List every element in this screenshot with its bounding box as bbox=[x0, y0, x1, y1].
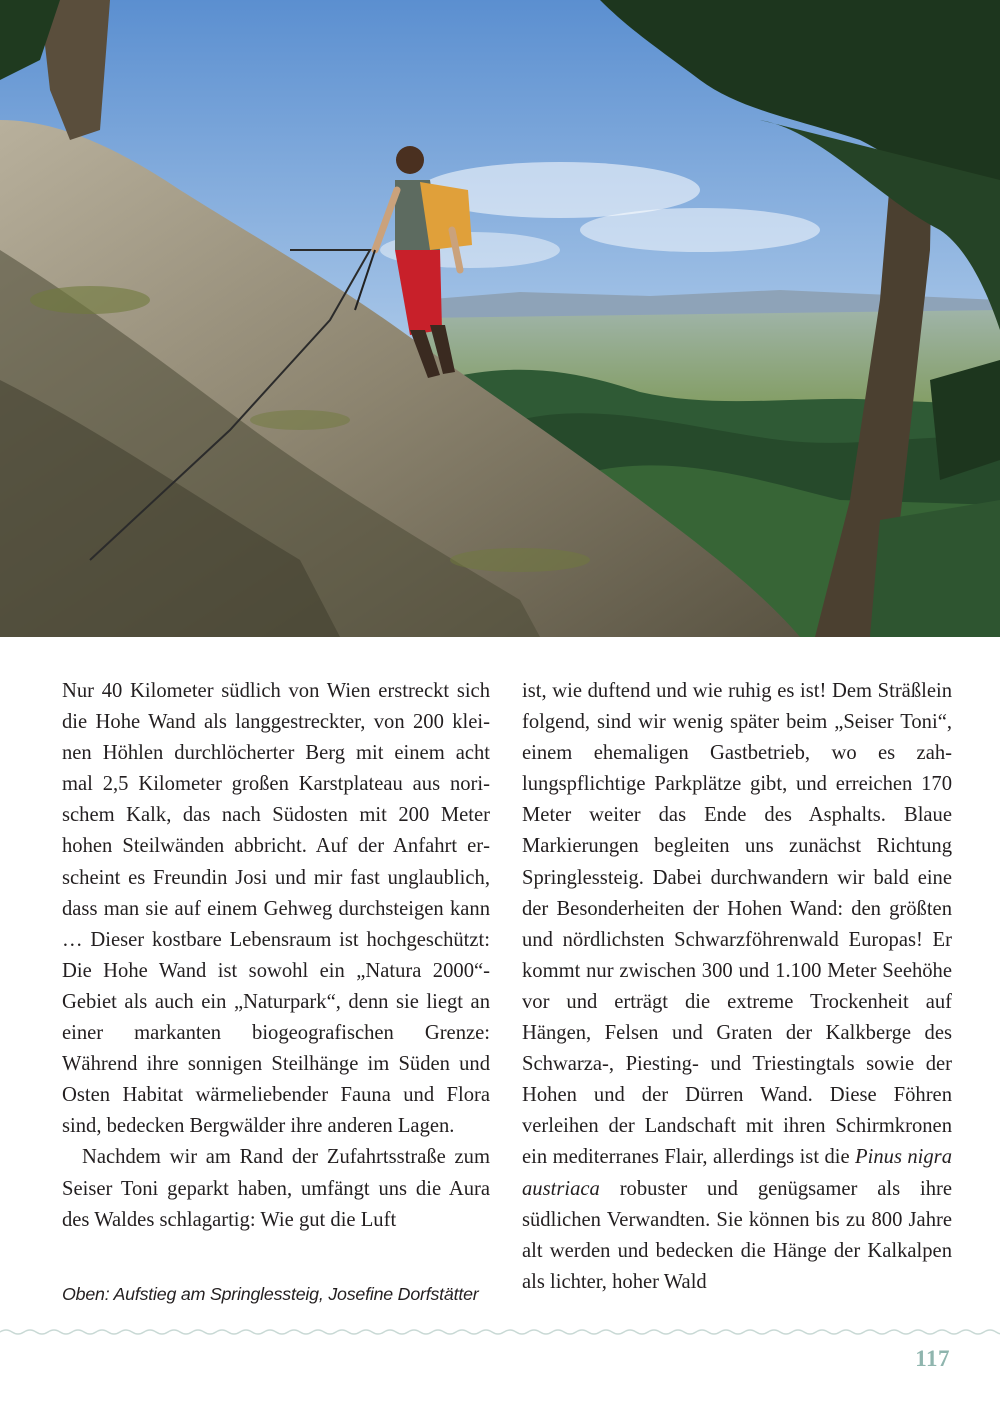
paragraph: Nachdem wir am Rand der Zufahrtsstraße zum Seiser Toni geparkt haben, umfängt uns die Aura des Waldes schlagartig: Wie gut die Luft bbox=[62, 1146, 490, 1231]
text-run: robuster und genügsamer als ihre südlichen Verwandten. Sie können bis zu 800 Jahre alt werden und bedecken die Hänge der Kalkalpen als lichter, hoher Wald bbox=[522, 1177, 952, 1293]
wavy-divider bbox=[0, 1326, 1000, 1338]
text-run: ist, wie duftend und wie ruhig es ist! Dem Sträßlein folgend, sind wir wenig später beim „Seiser Toni“, einem ehemaligen Gastbetrieb, wo es zahlungspflichtige Parkplätze gibt, und erreichen 170 Meter weiter das Ende des Asphalts. Blaue Markierungen begleiten uns zunächst Richtung Springlessteig. Dabei durchwandern wir bald eine der Besonderheiten der Hohen Wand: den größten und nördlichsten Schwarzföhrenwald Europas! Er kommt nur zwischen 300 und 1.100 Meter Seehöhe vor und erträgt die extreme Trockenheit auf Hängen, Felsen und Graten der Kalkberge des Schwarza-, Piesting- und Triestingtals sowie der Hohen und der Dürren Wand. Diese Föhren verleihen der Landschaft mit ihren Schirmkronen ein mediterranes Flair, allerdings ist die bbox=[522, 680, 952, 1169]
paragraph bbox=[522, 676, 952, 1298]
text-column-left bbox=[62, 676, 490, 1236]
photo-caption: Oben: Aufstieg am Springlessteig, Josefine Dorfstätter bbox=[62, 1284, 479, 1304]
page-number: 117 bbox=[915, 1346, 950, 1371]
hero-photo bbox=[0, 0, 1000, 637]
text-column-right bbox=[522, 676, 952, 1298]
landscape-illustration bbox=[0, 0, 1000, 637]
paragraph: Nur 40 Kilometer südlich von Wien erstreckt sich die Hohe Wand als langgestreckter, von 200 kleinen Höhlen durchlöcherter Berg mit einem acht mal 2,5 Kilometer großen Karstplateau aus norischem Kalk, das nach Südosten mit 200 Meter hohen Steilwänden abbricht. Auf der Anfahrt erscheint es Freundin Josi und mir fast unglaublich, dass man sie auf einem Gehweg durchsteigen kann … Dieser kostbare Lebensraum ist hochgeschützt: Die Hohe Wand ist sowohl ein „Natura 2000“-Gebiet als auch ein „Naturpark“, denn sie liegt an einer markanten biogeografischen Grenze: Während ihre sonnigen Steilhänge im Süden und Osten Habitat wärmeliebender Fauna und Flora sind, bedecken Bergwälder ihre anderen Lagen. bbox=[62, 680, 490, 1138]
species-name: Pinus nigra austriaca bbox=[522, 1146, 952, 1200]
